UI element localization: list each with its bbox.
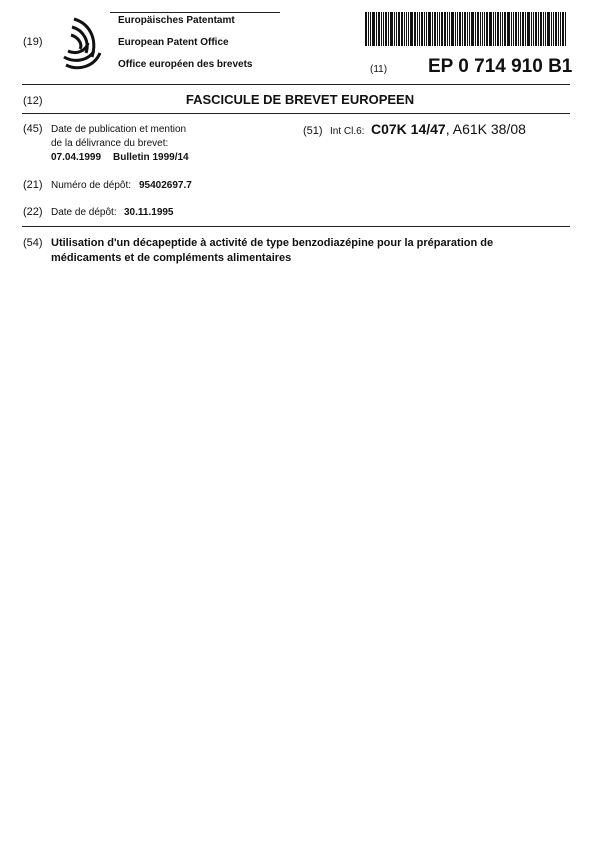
barcode-bar xyxy=(502,12,503,46)
barcode-bar xyxy=(398,12,400,46)
barcode-bar xyxy=(419,12,420,46)
barcode-bar xyxy=(551,12,552,46)
barcode-bar xyxy=(511,12,512,46)
barcode-bar xyxy=(553,12,554,46)
code-54: (54) xyxy=(23,237,43,249)
header-rule xyxy=(22,84,570,85)
barcode-bar xyxy=(439,12,440,46)
field-51-class-secondary: , A61K 38/08 xyxy=(445,121,526,137)
barcode-bar xyxy=(480,12,481,46)
field-45-label-1: Date de publication et mention xyxy=(51,124,187,135)
barcode-bar xyxy=(408,12,409,46)
barcode-bar xyxy=(482,12,483,46)
barcode-bar xyxy=(471,12,474,46)
barcode-bar xyxy=(378,12,380,46)
barcode-bar xyxy=(451,12,454,46)
barcode-bar xyxy=(444,12,446,46)
barcode-bar xyxy=(388,12,389,46)
barcode-bar xyxy=(394,12,395,46)
barcode-bar xyxy=(547,12,550,46)
barcode-bar xyxy=(396,12,397,46)
barcode-bar xyxy=(507,12,510,46)
barcode-bar xyxy=(558,12,559,46)
barcode-bar xyxy=(520,12,521,46)
code-22: (22) xyxy=(23,206,43,218)
office-name-fr: Office européen des brevets xyxy=(118,59,253,70)
field-22-value: 30.11.1995 xyxy=(124,207,174,218)
barcode-bar xyxy=(370,12,371,46)
epo-logo-icon xyxy=(58,13,104,73)
field-21-label: Numéro de dépôt: xyxy=(51,180,132,191)
barcode-bar xyxy=(467,12,468,46)
barcode-bar xyxy=(497,12,499,46)
barcode-bar xyxy=(464,12,466,46)
barcode-bar xyxy=(513,12,514,46)
office-name-de: Europäisches Patentamt xyxy=(118,15,235,26)
barcode-bar xyxy=(426,12,427,46)
barcode-bar xyxy=(484,12,485,46)
barcode-bar xyxy=(540,12,542,46)
field-45-label-2: de la délivrance du brevet: xyxy=(51,138,169,149)
barcode-bar xyxy=(475,12,476,46)
barcode-bar xyxy=(545,12,546,46)
barcode-bar xyxy=(565,12,566,46)
barcode-bar xyxy=(381,12,382,46)
barcode-bar xyxy=(432,12,433,46)
barcode-bar xyxy=(489,12,492,46)
code-12: (12) xyxy=(23,95,43,107)
code-45: (45) xyxy=(23,123,43,135)
barcode-bar xyxy=(486,12,488,46)
barcode-bar xyxy=(525,12,526,46)
barcode-bar xyxy=(368,12,369,46)
barcode-bar xyxy=(383,12,384,46)
barcode-bar xyxy=(469,12,470,46)
barcode-bar xyxy=(562,12,564,46)
barcode-bar xyxy=(424,12,425,46)
fields-rule xyxy=(22,226,570,227)
barcode-bar xyxy=(531,12,532,46)
title-rule xyxy=(22,113,570,114)
document-type-title: FASCICULE DE BREVET EUROPEEN xyxy=(185,92,415,107)
barcode-bar xyxy=(533,12,534,46)
barcode-bar xyxy=(493,12,494,46)
barcode-bar xyxy=(459,12,461,46)
barcode-bar xyxy=(437,12,438,46)
barcode-bar xyxy=(421,12,423,46)
barcode-bar xyxy=(390,12,393,46)
barcode-bar xyxy=(462,12,463,46)
barcode-bar xyxy=(417,12,418,46)
barcode-bar xyxy=(414,12,416,46)
barcode-bar xyxy=(441,12,443,46)
code-19: (19) xyxy=(23,36,43,48)
barcode-bar xyxy=(500,12,501,46)
code-11: (11) xyxy=(370,64,388,75)
field-54-title-1: Utilisation d'un décapeptide à activité de type benzodiazépine pour la préparation de xyxy=(51,237,494,249)
barcode-bar xyxy=(385,12,387,46)
barcode-bar xyxy=(457,12,458,46)
barcode-bar xyxy=(428,12,431,46)
barcode-bar xyxy=(447,12,448,46)
barcode-bar xyxy=(410,12,413,46)
barcode-bar xyxy=(376,12,377,46)
barcode-bar xyxy=(401,12,403,46)
barcode-bar xyxy=(555,12,557,46)
field-51-class-primary: C07K 14/47 xyxy=(371,121,446,137)
code-21: (21) xyxy=(23,179,43,191)
barcode-bar xyxy=(535,12,537,46)
barcode-bar xyxy=(515,12,517,46)
office-name-en: European Patent Office xyxy=(118,37,229,48)
barcode-bar xyxy=(477,12,479,46)
barcode-bar xyxy=(372,12,375,46)
barcode-bar xyxy=(406,12,407,46)
barcode-bar xyxy=(455,12,456,46)
field-51-label: Int Cl.6: xyxy=(330,126,365,137)
barcode xyxy=(365,12,571,46)
barcode-bar xyxy=(518,12,519,46)
code-51: (51) xyxy=(303,125,323,137)
barcode-bar xyxy=(543,12,544,46)
barcode-bar xyxy=(527,12,530,46)
header-rule-top xyxy=(110,12,280,13)
field-21-value: 95402697.7 xyxy=(139,180,192,191)
barcode-bar xyxy=(538,12,539,46)
field-45-bulletin: Bulletin 1999/14 xyxy=(113,152,189,163)
field-54-title-2: médicaments et de compléments alimentaires xyxy=(51,252,292,264)
field-45-date: 07.04.1999 xyxy=(51,152,102,163)
publication-number: EP 0 714 910 B1 xyxy=(428,56,573,77)
barcode-bar xyxy=(560,12,561,46)
barcode-bar xyxy=(495,12,496,46)
field-22-label: Date de dépôt: xyxy=(51,207,117,218)
barcode-bar xyxy=(434,12,436,46)
barcode-bar xyxy=(504,12,506,46)
barcode-bar xyxy=(365,12,367,46)
barcode-bar xyxy=(522,12,524,46)
barcode-bar xyxy=(449,12,450,46)
field-51-classes xyxy=(371,121,526,137)
barcode-bar xyxy=(404,12,405,46)
